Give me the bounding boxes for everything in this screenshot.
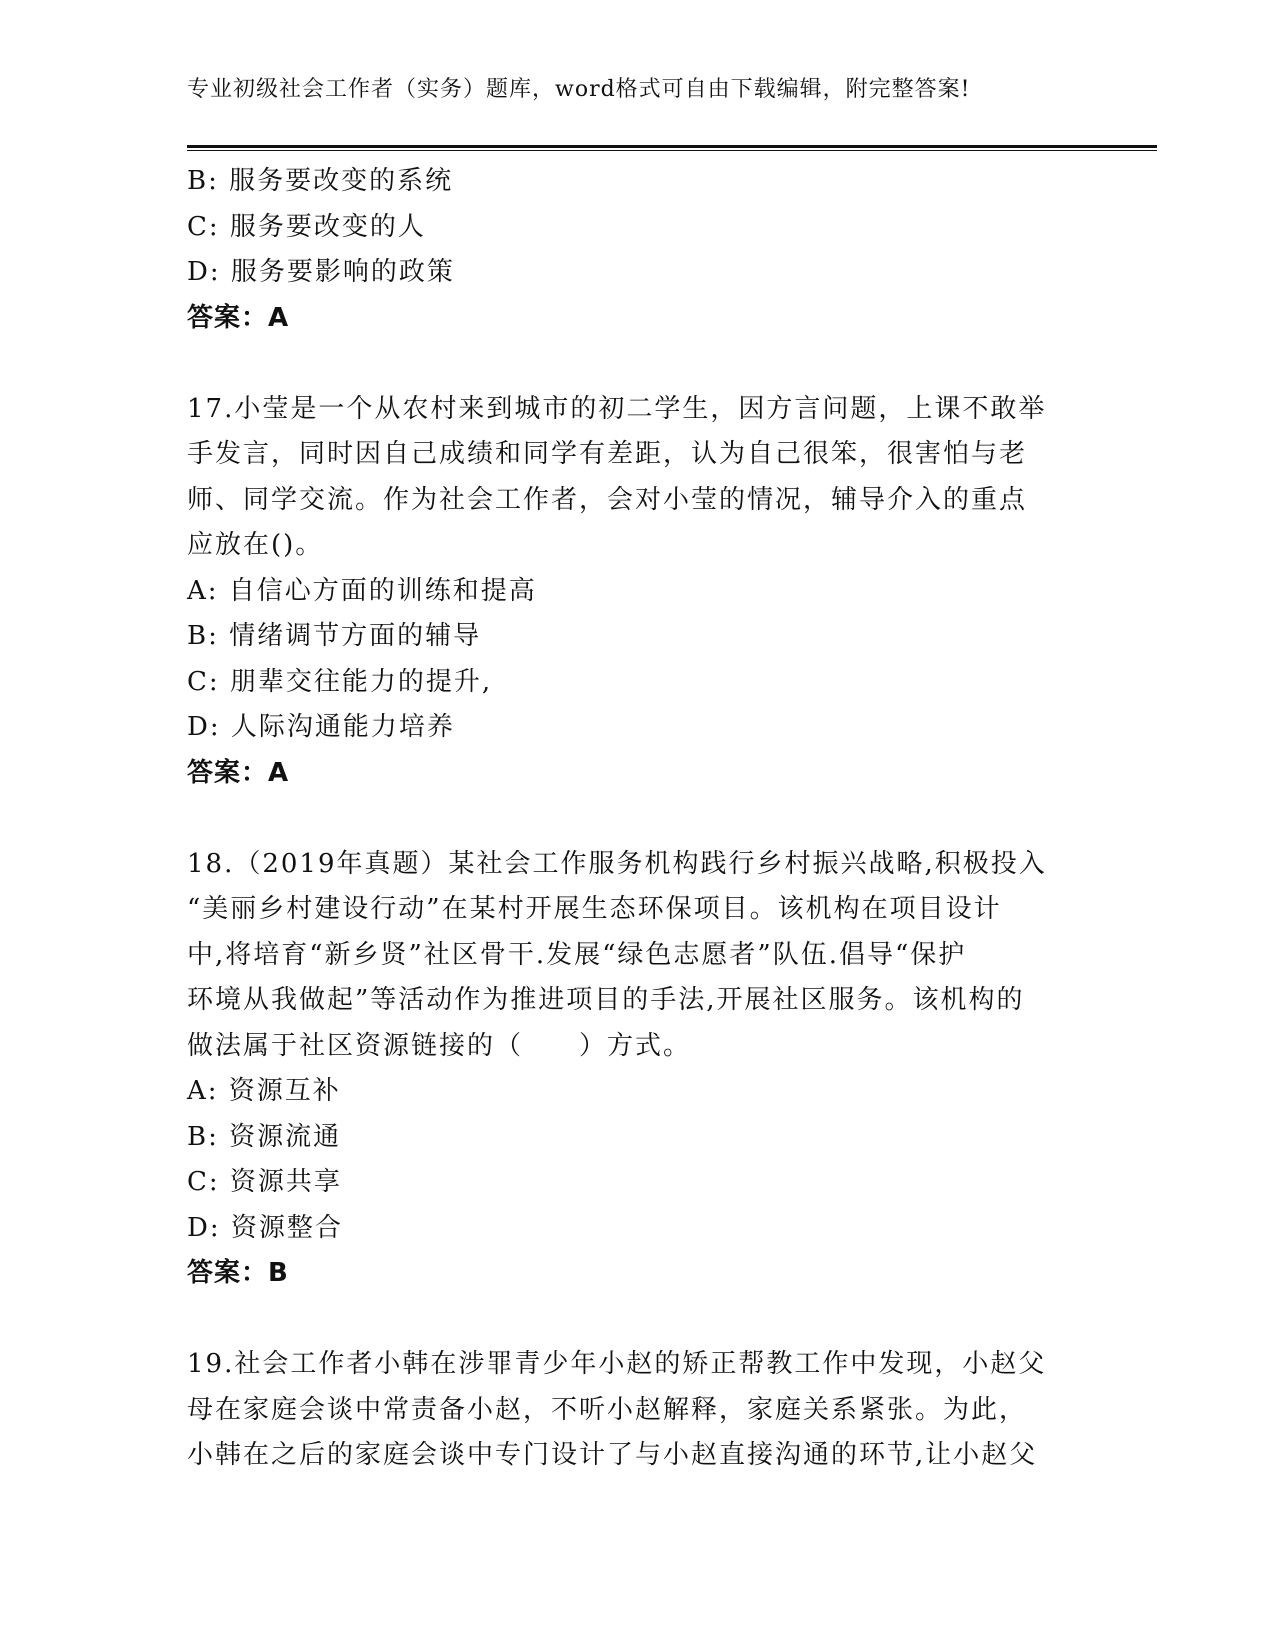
document-body <box>187 159 1147 1479</box>
question-text: 手发言，同时因自己成绩和同学有差距，认为自己很笨，很害怕与老 <box>187 439 1028 469</box>
answer-line: 答案：A <box>187 302 290 333</box>
spacer <box>187 1297 1147 1343</box>
question-block-19 <box>187 1342 1147 1479</box>
question-text: “美丽乡村建设行动”在某村开展生态环保项目。该机构在项目设计 <box>187 894 1002 924</box>
option-c: C: 资源共享 <box>187 1167 342 1197</box>
question-text: 19.社会工作者小韩在涉罪青少年小赵的矫正帮教工作中发现，小赵父 <box>187 1349 1047 1379</box>
question-text: 17.小莹是一个从农村来到城市的初二学生，因方言问题，上课不敢举 <box>187 393 1047 424</box>
option-b: B: 情绪调节方面的辅导 <box>187 621 482 651</box>
answer-line: 答案：B <box>187 1258 289 1288</box>
spacer <box>187 341 1147 387</box>
option-d: D: 资源整合 <box>187 1212 343 1243</box>
option-a: A: 自信心方面的训练和提高 <box>187 575 537 606</box>
option-a: A: 资源互补 <box>187 1076 341 1106</box>
option-b: B: 服务要改变的系统 <box>187 166 454 196</box>
question-block-17 <box>187 387 1147 797</box>
option-d: D: 服务要影响的政策 <box>187 257 455 287</box>
option-b: B: 资源流通 <box>187 1121 342 1152</box>
page-header: 专业初级社会工作者（实务）题库，word格式可自由下载编辑，附完整答案! <box>187 77 971 102</box>
spacer <box>187 796 1147 842</box>
option-c: C: 朋辈交往能力的提升, <box>187 666 493 697</box>
header-divider <box>187 145 1157 151</box>
question-text: 小韩在之后的家庭会谈中专门设计了与小赵直接沟通的环节,让小赵父 <box>187 1440 1038 1470</box>
question-block-18 <box>187 842 1147 1297</box>
question-text: 母在家庭会谈中常责备小赵，不听小赵解释，家庭关系紧张。为此， <box>187 1394 1028 1425</box>
question-text: 师、同学交流。作为社会工作者，会对小莹的情况，辅导介入的重点 <box>187 484 1028 515</box>
question-text: 做法属于社区资源链接的（ ）方式。 <box>187 1030 692 1061</box>
question-text: 应放在()。 <box>187 530 324 560</box>
option-c: C: 服务要改变的人 <box>187 211 426 242</box>
question-text: 环境从我做起”等活动作为推进项目的手法,开展社区服务。该机构的 <box>187 985 1025 1015</box>
answer-line: 答案：A <box>187 757 290 788</box>
question-block-16 <box>187 159 1147 341</box>
option-d: D: 人际沟通能力培养 <box>187 712 455 742</box>
question-text: 18.（2019年真题）某社会工作服务机构践行乡村振兴战略,积极投入 <box>187 848 1047 879</box>
question-text: 中,将培育“新乡贤”社区骨干.发展“绿色志愿者”队伍.倡导“保护 <box>187 939 967 970</box>
